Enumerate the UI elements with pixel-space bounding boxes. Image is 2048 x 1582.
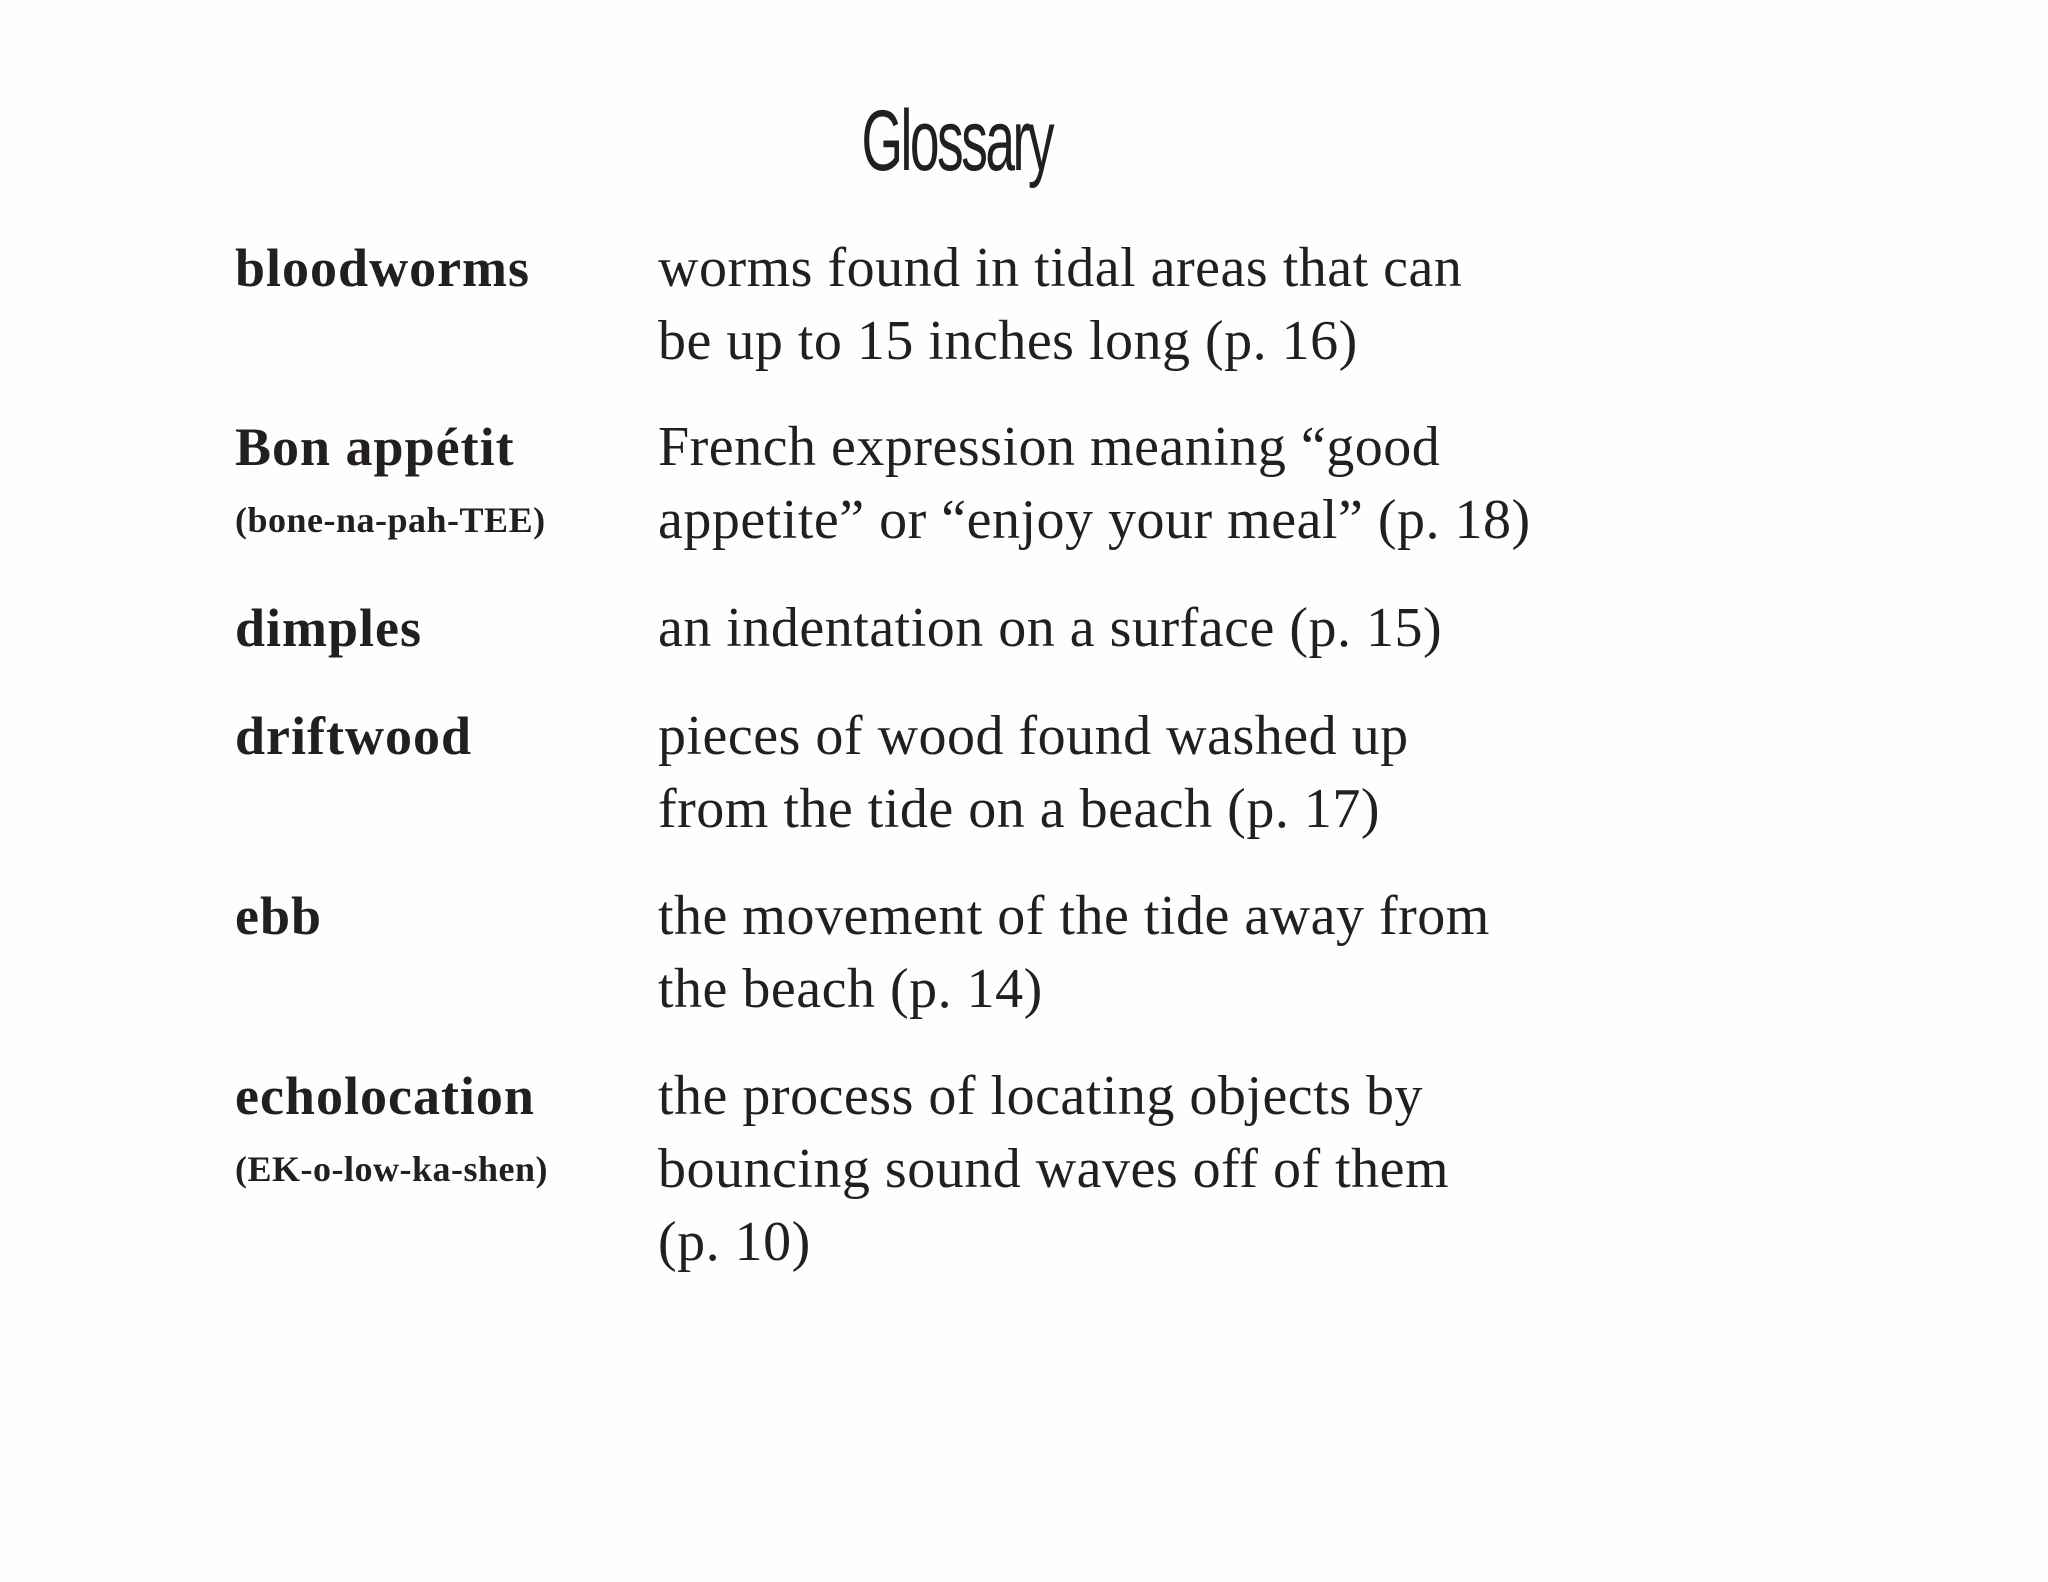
page-title: Glossary [861, 93, 1053, 189]
term-block [235, 592, 655, 665]
pronunciation: (EK-o-low-ka-shen) [235, 1149, 548, 1189]
definition-line: (p. 10) [658, 1211, 811, 1273]
glossary-term: driftwood [235, 706, 472, 766]
glossary-definition [658, 592, 1758, 665]
definition-line: worms found in tidal areas that can [658, 237, 1463, 299]
glossary-definition [658, 411, 1758, 557]
glossary-definition [658, 1060, 1758, 1279]
definition-line: the beach (p. 14) [658, 958, 1043, 1020]
glossary-term: echolocation [235, 1066, 535, 1126]
definition-line: be up to 15 inches long (p. 16) [658, 310, 1358, 372]
term-block [235, 700, 655, 773]
term-block [235, 880, 655, 953]
definition-line: French expression meaning “good [658, 416, 1441, 478]
definition-line: the process of locating objects by [658, 1065, 1424, 1127]
definition-line: the movement of the tide away from [658, 885, 1490, 947]
definition-line: pieces of wood found washed up [658, 705, 1409, 767]
term-block [235, 232, 655, 305]
pronunciation: (bone-na-pah-TEE) [235, 500, 546, 540]
definition-line: from the tide on a beach (p. 17) [658, 778, 1380, 840]
definition-line: an indentation on a surface (p. 15) [658, 597, 1443, 659]
glossary-definition [658, 880, 1758, 1026]
glossary-definition [658, 232, 1758, 378]
definition-line: appetite” or “enjoy your meal” (p. 18) [658, 489, 1531, 551]
term-block [235, 1060, 655, 1206]
glossary-definition [658, 700, 1758, 846]
term-block [235, 411, 655, 557]
glossary-term: dimples [235, 598, 423, 658]
glossary-term: Bon appétit [235, 417, 515, 477]
glossary-term: bloodworms [235, 238, 531, 298]
glossary-term: ebb [235, 886, 323, 946]
definition-line: bouncing sound waves off of them [658, 1138, 1450, 1200]
